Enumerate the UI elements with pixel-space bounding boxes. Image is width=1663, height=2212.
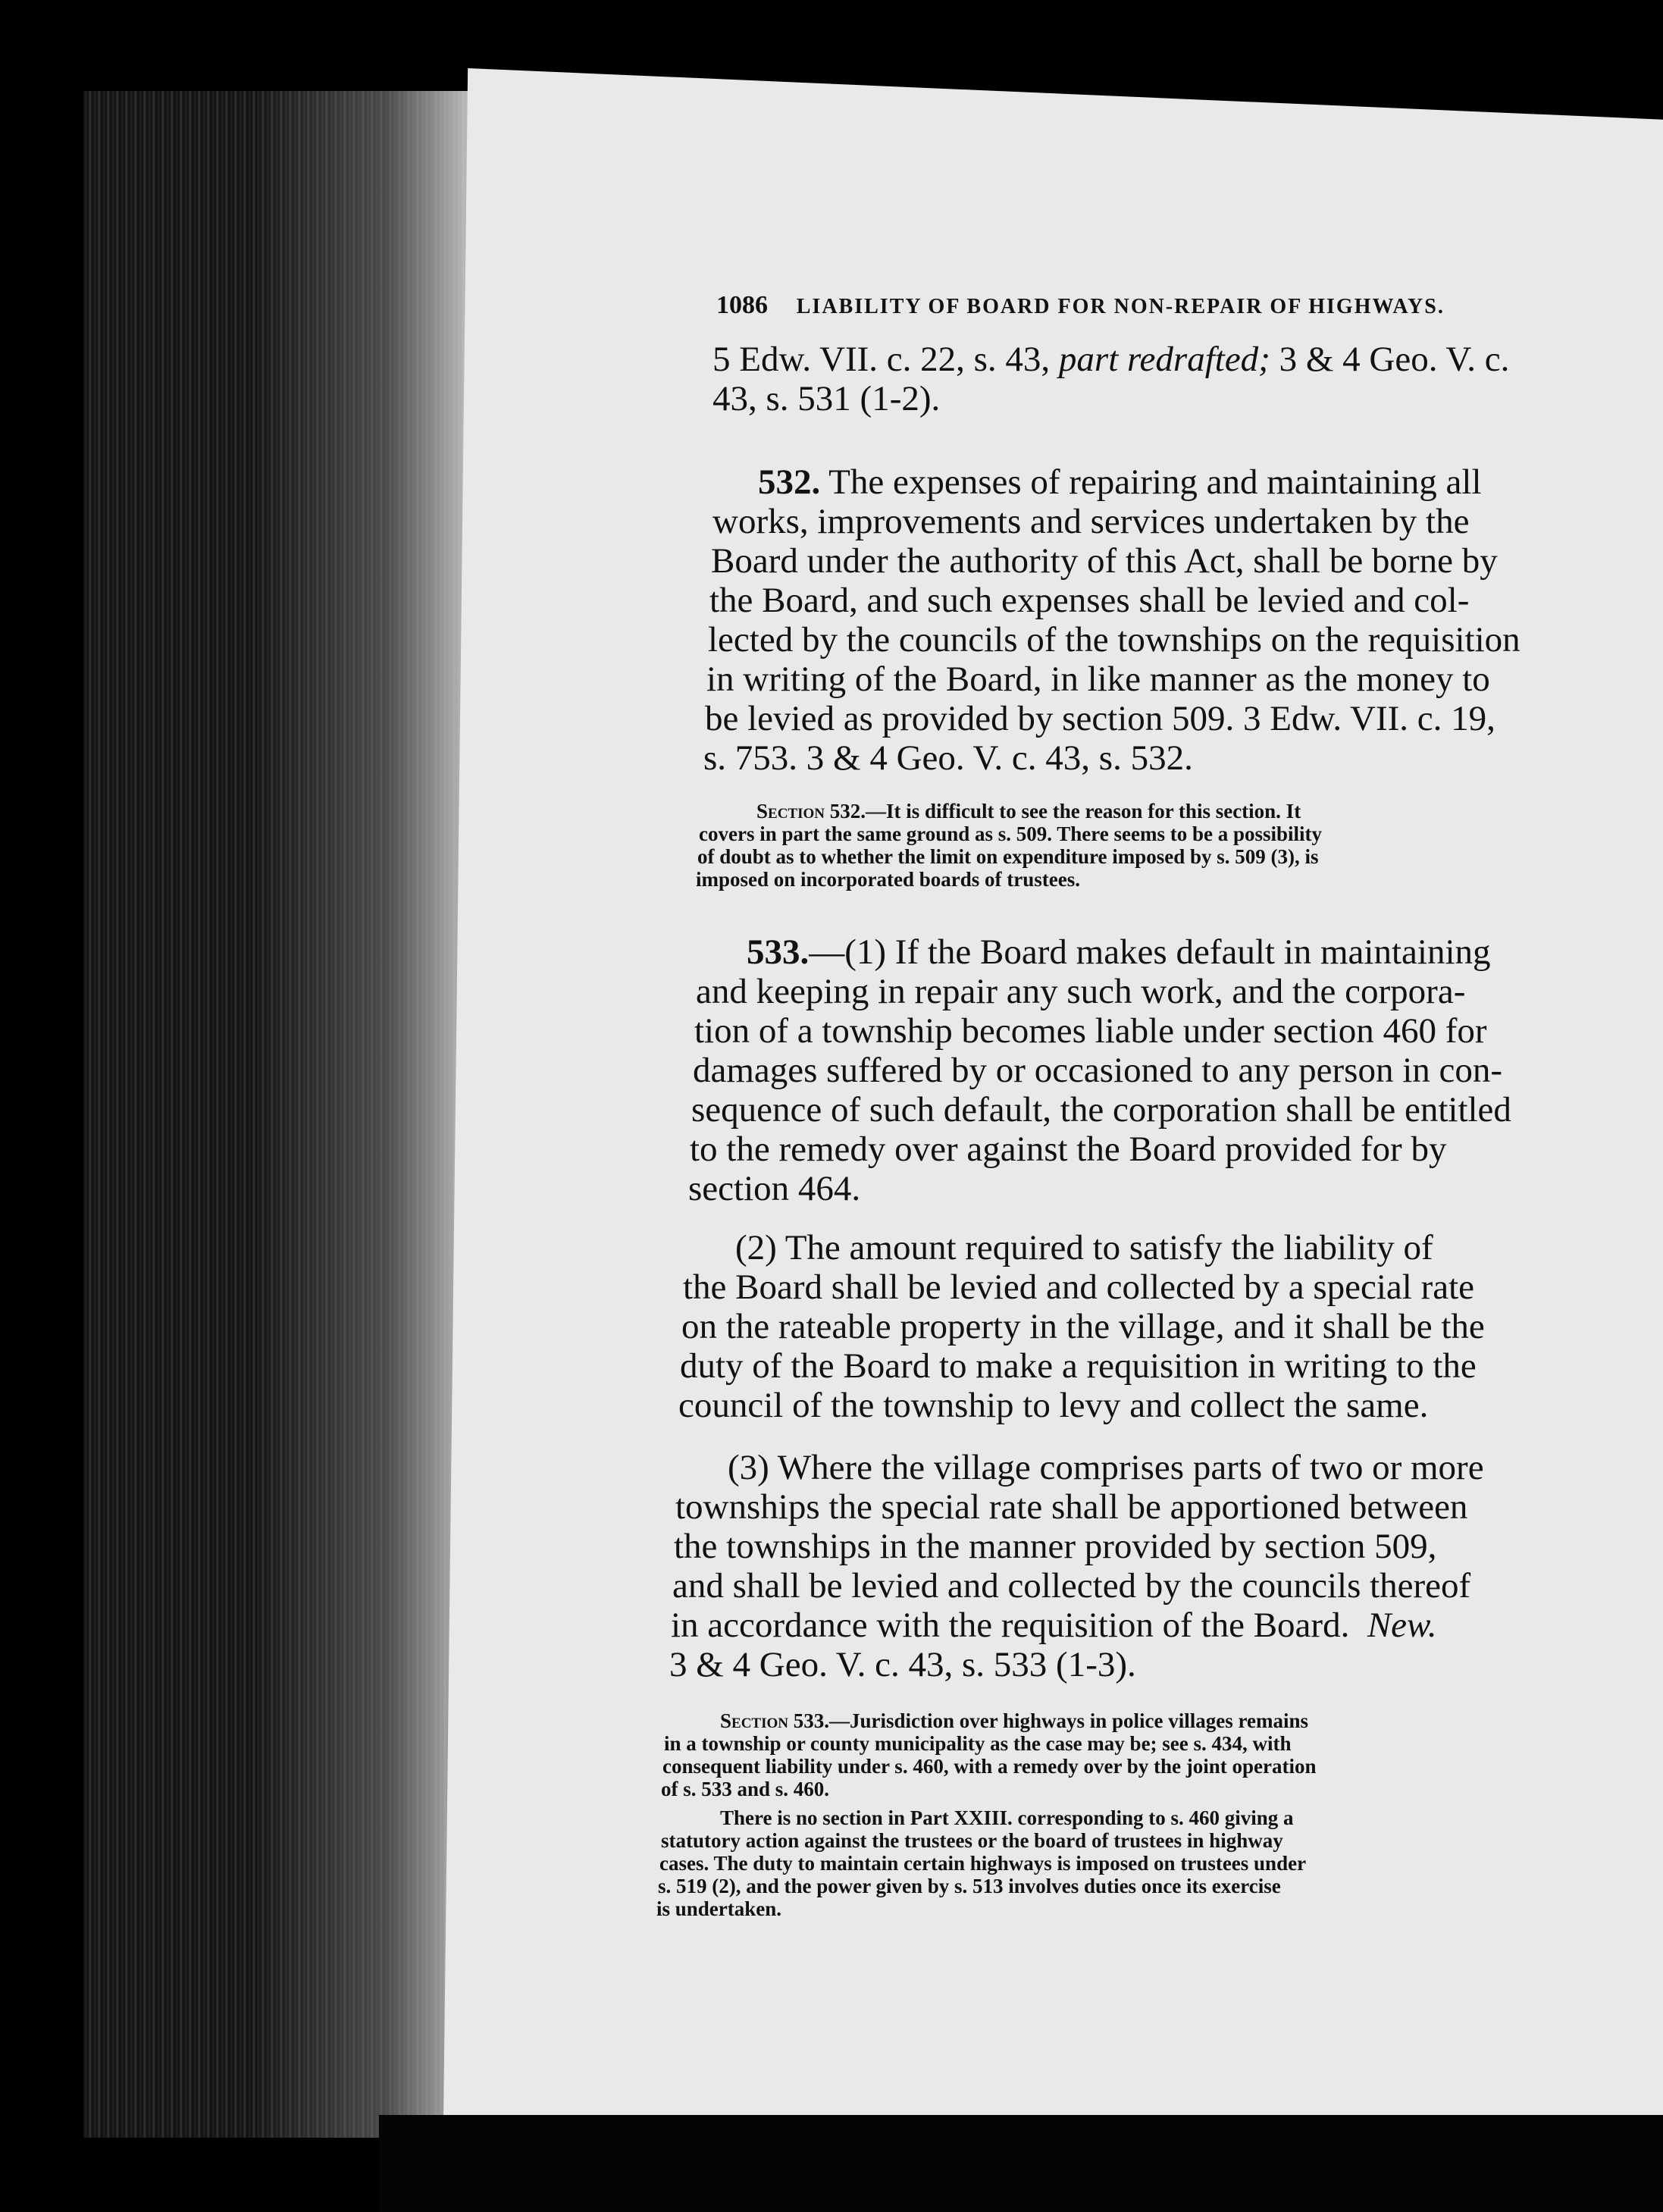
citation-text: 43, s. 531 (1-2). bbox=[712, 379, 941, 418]
note-label: Section 532. bbox=[756, 800, 866, 822]
section-532-line: s. 753. 3 & 4 Geo. V. c. 43, s. 532. bbox=[703, 738, 1193, 778]
section-number: 533. bbox=[747, 932, 810, 972]
intro-citation-line-2 bbox=[712, 379, 940, 418]
citation-text: 5 Edw. VII. c. 22, s. 43, bbox=[712, 340, 1059, 379]
section-533-line bbox=[671, 1606, 1437, 1645]
note-text: —Jurisdiction over highways in police villages remains bbox=[828, 1709, 1309, 1732]
note-line: There is no section in Part XXIII. corresponding to s. 460 giving a bbox=[720, 1806, 1294, 1829]
section-532-line: lected by the councils of the townships on the requisition bbox=[708, 620, 1521, 660]
section-533-line: townships the special rate shall be apportioned between bbox=[675, 1487, 1468, 1527]
citation-text: 3 & 4 Geo. V. c. bbox=[1270, 340, 1510, 379]
section-533-line: duty of the Board to make a requisition in writing to the bbox=[680, 1346, 1477, 1386]
note-line: is undertaken. bbox=[656, 1897, 782, 1920]
section-533-line: (3) Where the village comprises parts of two or more bbox=[728, 1448, 1484, 1487]
citation-italic: part redrafted; bbox=[1058, 340, 1270, 379]
section-533-line: sequence of such default, the corporation shall be entitled bbox=[691, 1090, 1511, 1129]
section-533-line: and shall be levied and collected by the councils thereof bbox=[672, 1566, 1471, 1606]
section-532-line: in writing of the Board, in like manner as the money to bbox=[706, 660, 1490, 699]
running-head-title: LIABILITY OF BOARD FOR NON-REPAIR OF HIGHWAYS. bbox=[796, 295, 1445, 318]
new-label: New. bbox=[1367, 1606, 1437, 1645]
note-line: in a township or county municipality as the case may be; see s. 434, with bbox=[664, 1732, 1292, 1755]
section-533-line: and keeping in repair any such work, and the corpora- bbox=[696, 972, 1466, 1011]
section-533-line: on the rateable property in the village, and it shall be the bbox=[681, 1307, 1485, 1346]
section-532-line bbox=[758, 462, 1482, 502]
section-532-line: be levied as provided by section 509. 3 Edw. VII. c. 19, bbox=[705, 699, 1495, 738]
note-line: statutory action against the trustees or the board of trustees in highway bbox=[661, 1829, 1283, 1852]
note-line bbox=[720, 1709, 1308, 1732]
page-number: 1086 bbox=[716, 291, 768, 319]
section-533-line: tion of a township becomes liable under section 460 for bbox=[694, 1011, 1487, 1051]
note-line: imposed on incorporated boards of trustees. bbox=[696, 868, 1080, 891]
section-533-line: the townships in the manner provided by section 509, bbox=[674, 1527, 1437, 1566]
note-label: Section 533. bbox=[720, 1709, 829, 1732]
section-533-line bbox=[747, 932, 1491, 972]
section-532-line: the Board, and such expenses shall be levied and col- bbox=[709, 581, 1470, 620]
note-line: consequent liability under s. 460, with a remedy over by the joint operation bbox=[662, 1755, 1317, 1778]
note-line bbox=[756, 800, 1301, 822]
section-532-line: Board under the authority of this Act, shall be borne by bbox=[711, 541, 1498, 581]
note-text: —It is difficult to see the reason for this section. It bbox=[865, 800, 1301, 822]
section-533-line: section 464. bbox=[688, 1169, 861, 1208]
section-number: 532. bbox=[758, 462, 821, 502]
section-533-line: council of the township to levy and collect the same. bbox=[678, 1386, 1429, 1425]
note-line: s. 519 (2), and the power given by s. 513 involves duties once its exercise bbox=[658, 1875, 1281, 1897]
note-line: of doubt as to whether the limit on expenditure imposed by s. 509 (3), is bbox=[697, 845, 1319, 868]
note-line: cases. The duty to maintain certain highways is imposed on trustees under bbox=[659, 1852, 1307, 1875]
section-532-line: works, improvements and services undertaken by the bbox=[712, 502, 1470, 541]
line-text: —(1) If the Board makes default in maintaining bbox=[809, 932, 1491, 972]
note-line: of s. 533 and s. 460. bbox=[661, 1778, 830, 1800]
section-533-line: (2) The amount required to satisfy the liability of bbox=[735, 1228, 1433, 1267]
note-line: covers in part the same ground as s. 509. There seems to be a possibility bbox=[699, 822, 1323, 845]
line-text: The expenses of repairing and maintaining all bbox=[820, 462, 1482, 502]
line-text: in accordance with the requisition of the Board. bbox=[671, 1606, 1350, 1645]
section-533-line: the Board shall be levied and collected by a special rate bbox=[683, 1267, 1475, 1307]
section-533-line: damages suffered by or occasioned to any person in con- bbox=[693, 1051, 1503, 1090]
section-533-line: to the remedy over against the Board provided for by bbox=[690, 1129, 1447, 1169]
section-533-line: 3 & 4 Geo. V. c. 43, s. 533 (1-3). bbox=[669, 1645, 1136, 1684]
running-header bbox=[716, 282, 1445, 327]
intro-citation-line-1 bbox=[712, 340, 1509, 379]
